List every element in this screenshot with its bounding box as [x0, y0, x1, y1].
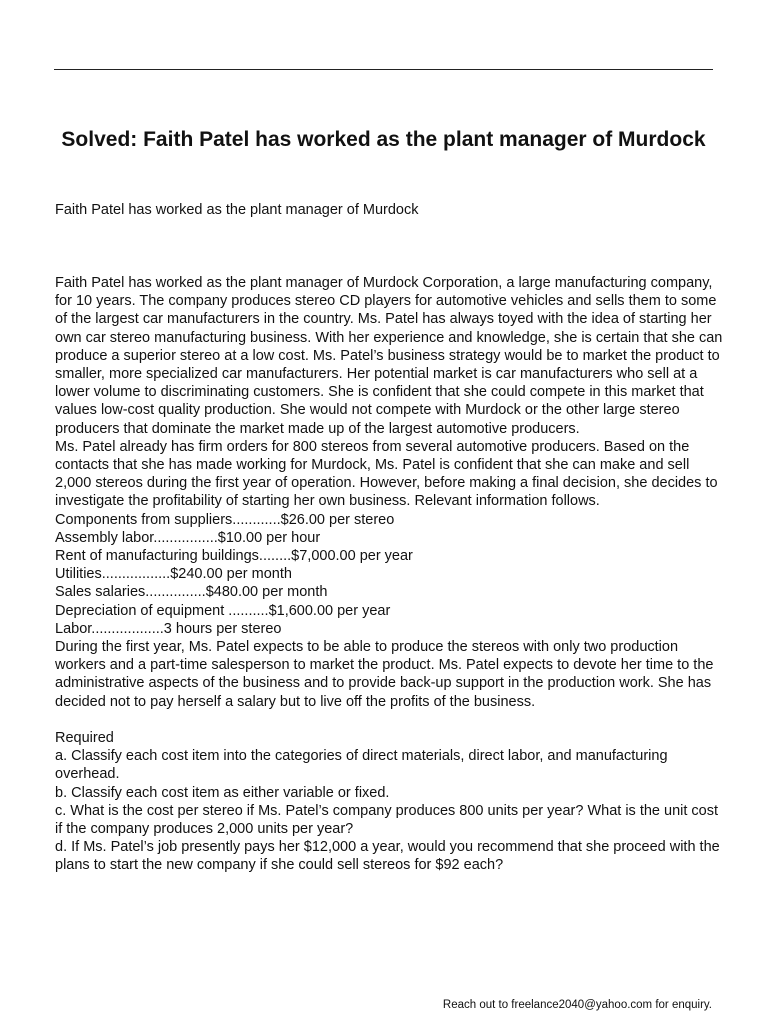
cost-item: Labor..................3 hours per stereo — [55, 620, 282, 637]
spacer — [55, 711, 723, 729]
cost-item: Depreciation of equipment ..........$1,600.00 per year — [55, 602, 391, 619]
page-title: Solved: Faith Patel has worked as the plant manager of Murdock — [61, 128, 706, 151]
cost-item: Sales salaries...............$480.00 per month — [55, 584, 328, 601]
cost-item: Rent of manufacturing buildings........$7,000.00 per year — [55, 548, 413, 565]
header-rule — [54, 69, 713, 70]
question-item: b. Classify each cost item as either variable or fixed. — [55, 784, 390, 801]
question-item: c. What is the cost per stereo if Ms. Patel’s company produces 800 units per year? What is the unit cost if the company produces 2,000 units per year? — [55, 802, 719, 838]
footer-contact: Reach out to freelance2040@yahoo.com for enquiry. — [442, 999, 712, 1011]
document-body — [55, 274, 723, 875]
cost-item: Components from suppliers............$26.00 per stereo — [55, 511, 395, 528]
orders-paragraph: Ms. Patel already has firm orders for 800 stereos from several automotive producers. Based on the contacts that she has made working for Murdock, Ms. Patel is confident that she can make and sell 2,000 stereos during the first year of operation. However, before making a final decision, she decides to investigate the profitability of starting her own business. Relevant information follows. — [55, 438, 718, 510]
page-subtitle: Faith Patel has worked as the plant manager of Murdock — [55, 202, 419, 218]
required-heading: Required — [55, 730, 114, 747]
production-paragraph: During the first year, Ms. Patel expects to be able to produce the stereos with only two production workers and a part-time salesperson to market the product. Ms. Patel expects to devote her time to the administrative aspects of the business and to provide back-up support in the production work. She has decided not to pay herself a salary but to live off the profits of the business. — [55, 639, 714, 710]
cost-item: Utilities.................$240.00 per month — [55, 566, 292, 583]
question-item: d. If Ms. Patel’s job presently pays her $12,000 a year, would you recommend that she proceed with the plans to start the new company if she could sell stereos for $92 each? — [55, 839, 720, 874]
cost-item: Assembly labor................$10.00 per hour — [55, 529, 321, 546]
question-item: a. Classify each cost item into the categories of direct materials, direct labor, and manufacturing overhead. — [55, 748, 668, 783]
intro-paragraph: Faith Patel has worked as the plant manager of Murdock Corporation, a large manufacturing company, for 10 years. The company produces stereo CD players for automotive vehicles and sells them to some of the largest car manufacturers in the country. Ms. Patel has always toyed with the idea of starting her own car stereo manufacturing business. With her experience and knowledge, she is certain that she can produce a superior stereo at a low cost. Ms. Patel’s business strategy would be to market the product to smaller, more specialized car manufacturers. Her potential market is car manufacturers who sell at a lower volume to discriminating customers. She is confident that she could compete in this market that values low-cost quality production. She would not compete with Murdock or the other large stereo producers that dominate the market made up of the largest automotive producers. — [55, 275, 723, 437]
